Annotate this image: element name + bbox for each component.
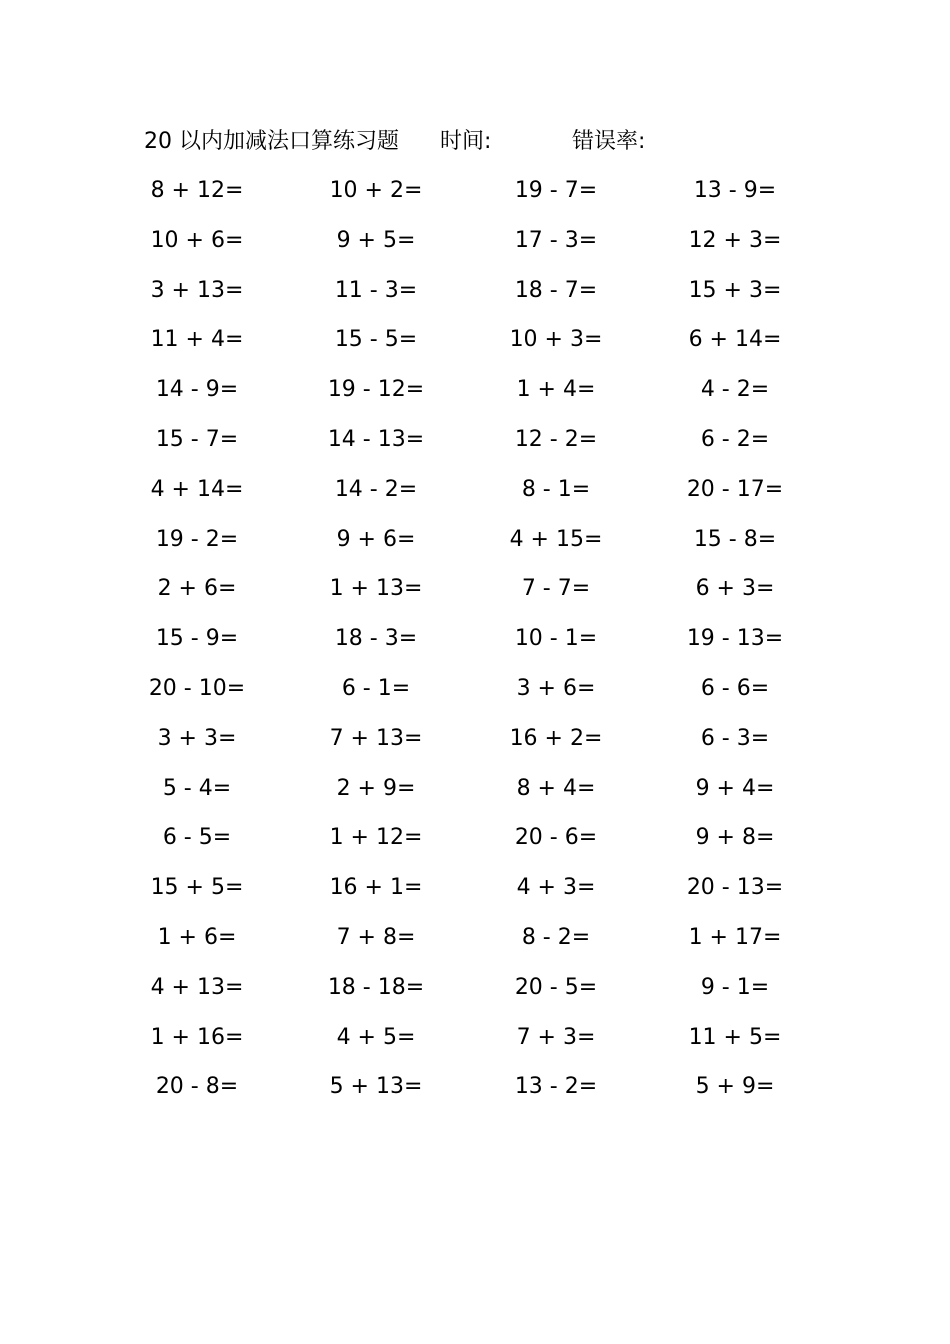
problem-cell: 18 - 3= [334,626,418,652]
problem-cell: 6 - 1= [341,675,411,701]
problem-row [0,820,950,870]
problem-cell: 8 + 4= [516,775,596,801]
problem-grid [0,173,950,1119]
problem-cell: 1 + 6= [157,924,237,950]
problem-row [0,721,950,771]
problem-cell: 4 + 14= [150,476,244,502]
problem-cell: 3 + 13= [150,277,244,303]
problem-cell: 7 + 3= [516,1024,596,1050]
problem-cell: 15 + 3= [688,277,782,303]
problem-cell: 5 + 9= [695,1074,775,1100]
problem-cell: 4 - 2= [700,377,770,403]
problem-cell: 9 + 8= [695,825,775,851]
problem-row [0,870,950,920]
problem-cell: 7 + 13= [329,725,423,751]
problem-cell: 8 + 12= [150,178,244,203]
problem-cell: 20 - 8= [155,1074,239,1100]
problem-cell: 1 + 16= [150,1024,244,1050]
problem-row [0,522,950,572]
problem-row [0,472,950,522]
problem-cell: 15 - 5= [334,327,418,353]
problem-cell: 9 + 6= [336,526,416,552]
problem-cell: 20 - 5= [514,974,598,1000]
problem-cell: 15 - 9= [155,626,239,652]
problem-row [0,322,950,372]
problem-cell: 18 - 7= [514,277,598,303]
problem-cell: 10 + 3= [509,327,603,353]
problem-cell: 1 + 4= [516,377,596,403]
problem-cell: 2 + 6= [157,576,237,602]
problem-cell: 19 - 7= [514,178,598,203]
problem-cell: 19 - 2= [155,526,239,552]
problem-cell: 20 - 10= [148,675,246,701]
problem-cell: 2 + 9= [336,775,416,801]
problem-cell: 7 + 8= [336,924,416,950]
error-rate-label: 错误率: [572,129,646,154]
problem-cell: 20 - 13= [686,875,784,901]
problem-cell: 16 + 2= [509,725,603,751]
problem-row [0,372,950,422]
problem-cell: 8 - 2= [521,924,591,950]
problem-cell: 11 - 3= [334,277,418,303]
problem-cell: 3 + 3= [157,725,237,751]
problem-cell: 20 - 6= [514,825,598,851]
problem-cell: 6 - 3= [700,725,770,751]
problem-cell: 3 + 6= [516,675,596,701]
problem-cell: 15 - 7= [155,426,239,452]
problem-cell: 9 + 5= [336,227,416,253]
time-label: 时间: [440,129,492,154]
problem-cell: 9 + 4= [695,775,775,801]
problem-row [0,273,950,323]
problem-cell: 6 - 6= [700,675,770,701]
problem-cell: 15 - 8= [693,526,777,552]
problem-row [0,422,950,472]
problem-cell: 4 + 15= [509,526,603,552]
problem-row [0,920,950,970]
problem-cell: 10 + 6= [150,227,244,253]
worksheet-header [144,126,824,158]
problem-cell: 13 - 9= [693,178,777,203]
problem-row [0,223,950,273]
problem-cell: 12 - 2= [514,426,598,452]
problem-cell: 14 - 2= [334,476,418,502]
worksheet-title: 20 以内加减法口算练习题 [144,129,399,154]
problem-cell: 11 + 4= [150,327,244,353]
problem-cell: 1 + 12= [329,825,423,851]
problem-row [0,671,950,721]
problem-cell: 18 - 18= [327,974,425,1000]
problem-cell: 12 + 3= [688,227,782,253]
problem-cell: 19 - 13= [686,626,784,652]
problem-cell: 10 + 2= [329,178,423,203]
problem-cell: 20 - 17= [686,476,784,502]
problem-cell: 7 - 7= [521,576,591,602]
problem-cell: 6 + 3= [695,576,775,602]
problem-cell: 15 + 5= [150,875,244,901]
problem-cell: 1 + 17= [688,924,782,950]
problem-cell: 6 - 5= [162,825,232,851]
problem-cell: 9 - 1= [700,974,770,1000]
problem-cell: 6 - 2= [700,426,770,452]
problem-cell: 14 - 13= [327,426,425,452]
problem-cell: 5 + 13= [329,1074,423,1100]
problem-cell: 16 + 1= [329,875,423,901]
problem-cell: 17 - 3= [514,227,598,253]
problem-cell: 19 - 12= [327,377,425,403]
problem-cell: 5 - 4= [162,775,232,801]
problem-cell: 1 + 13= [329,576,423,602]
problem-row [0,1020,950,1070]
problem-cell: 4 + 5= [336,1024,416,1050]
problem-cell: 8 - 1= [521,476,591,502]
problem-cell: 14 - 9= [155,377,239,403]
problem-row [0,621,950,671]
problem-cell: 4 + 13= [150,974,244,1000]
problem-row [0,173,950,223]
problem-cell: 4 + 3= [516,875,596,901]
problem-row [0,970,950,1020]
problem-cell: 6 + 14= [688,327,782,353]
problem-row [0,571,950,621]
problem-cell: 10 - 1= [514,626,598,652]
problem-row [0,771,950,821]
problem-cell: 13 - 2= [514,1074,598,1100]
problem-row [0,1069,950,1119]
problem-cell: 11 + 5= [688,1024,782,1050]
